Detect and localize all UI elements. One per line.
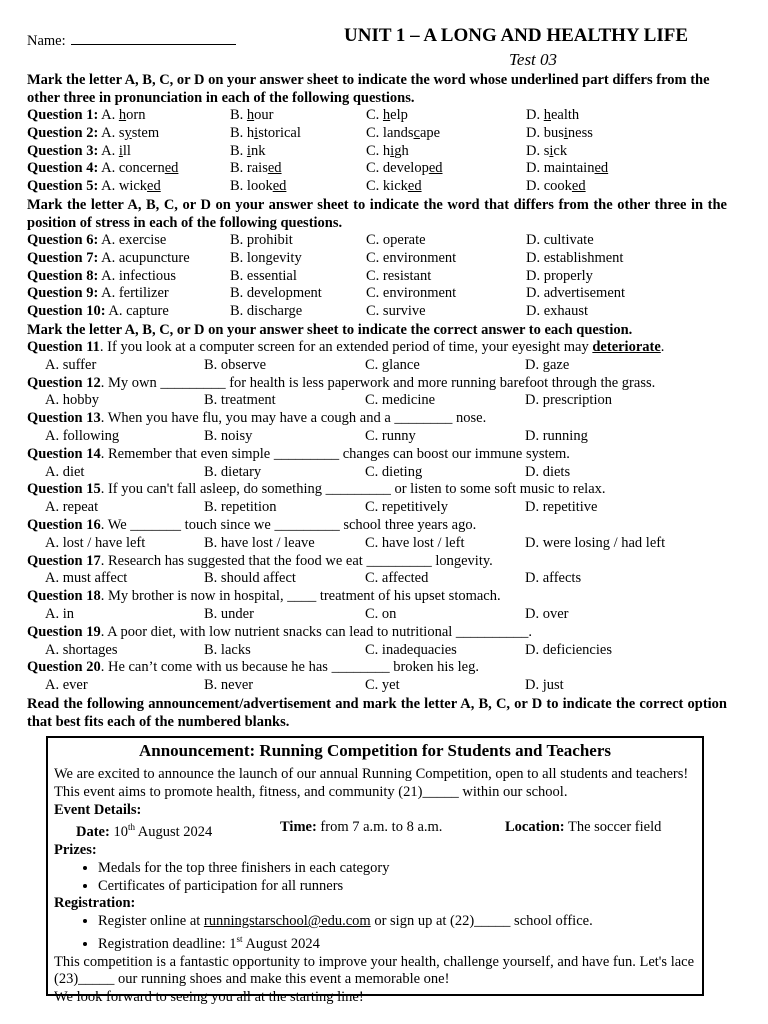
question-stem bbox=[27, 375, 727, 393]
option-c: C. yet bbox=[365, 677, 400, 694]
question-stem bbox=[27, 553, 727, 571]
option-a: A. in bbox=[45, 605, 74, 622]
option-a: A. shortages bbox=[45, 641, 118, 658]
option-b: B. prohibit bbox=[230, 231, 293, 248]
option-text: D. bbox=[526, 107, 544, 123]
option-text: nk bbox=[250, 142, 266, 159]
option-a bbox=[27, 250, 230, 268]
question-row bbox=[27, 178, 727, 196]
answer-options bbox=[27, 606, 727, 624]
option-a bbox=[27, 232, 230, 250]
stress-questions bbox=[27, 232, 727, 321]
question-text: . When you have flu, you may have a cough and a ________ nose. bbox=[100, 410, 487, 427]
option-c bbox=[366, 125, 526, 143]
name-field bbox=[27, 32, 236, 50]
option-a bbox=[27, 178, 230, 196]
option-d bbox=[526, 107, 716, 125]
option-c: C. have lost / left bbox=[365, 534, 465, 551]
underlined-part: i bbox=[246, 142, 251, 159]
underlined-part: i bbox=[254, 124, 259, 141]
option-b: B. development bbox=[230, 285, 322, 302]
option-a: A. ever bbox=[45, 677, 88, 694]
underlined-part: y bbox=[124, 124, 132, 141]
option-c bbox=[366, 178, 526, 196]
option-b: B. noisy bbox=[204, 427, 253, 444]
answer-options bbox=[27, 428, 727, 446]
option-c: C. resistant bbox=[366, 267, 432, 284]
option-a: A. hobby bbox=[45, 392, 99, 409]
question-label: Question 3: bbox=[27, 142, 99, 159]
question-label: Question 13 bbox=[27, 410, 101, 427]
test-content bbox=[27, 71, 727, 731]
option-text: A. acupuncture bbox=[98, 249, 190, 266]
option-text: A. capture bbox=[105, 303, 169, 320]
underlined-part: ed bbox=[147, 178, 161, 195]
announcement-final: We look forward to seeing you all at the starting line! bbox=[54, 989, 364, 1006]
option-d: D. prescription bbox=[525, 392, 612, 409]
option-text: D. s bbox=[526, 142, 550, 159]
question-text: . My own _________ for health is less paperwork and more running barefoot through the grass. bbox=[100, 374, 656, 391]
option-d bbox=[526, 160, 716, 178]
option-d: D. exhaust bbox=[526, 303, 589, 320]
option-d bbox=[526, 143, 716, 161]
underlined-part: i bbox=[390, 142, 395, 159]
option-b: B. discharge bbox=[230, 303, 303, 320]
question-stem bbox=[27, 659, 727, 677]
option-text: D. maintain bbox=[526, 160, 595, 177]
event-details-label: Event Details: bbox=[54, 801, 142, 818]
underlined-part: ed bbox=[594, 160, 609, 177]
option-text: A. infectious bbox=[98, 267, 177, 284]
option-a bbox=[27, 143, 230, 161]
question-row bbox=[27, 125, 727, 143]
question-text: . Remember that even simple _________ changes can boost our immune system. bbox=[100, 445, 570, 462]
question-row bbox=[27, 303, 727, 321]
question-text: . My brother is now in hospital, ____ treatment of his upset stomach. bbox=[100, 588, 501, 605]
option-b: B. longevity bbox=[230, 249, 302, 266]
question-stem bbox=[27, 410, 727, 428]
event-location bbox=[505, 819, 661, 842]
option-text: ape bbox=[419, 124, 441, 141]
option-c: C. runny bbox=[365, 427, 416, 444]
option-text: A. fertilizer bbox=[98, 285, 169, 302]
option-d: D. repetitive bbox=[525, 499, 598, 516]
location-value: The soccer field bbox=[564, 819, 662, 836]
option-a bbox=[27, 107, 230, 125]
location-label: Location: bbox=[505, 819, 565, 836]
option-text: B. rais bbox=[230, 160, 268, 177]
key-word: deteriorate bbox=[592, 338, 661, 355]
question-tail: . bbox=[660, 338, 665, 355]
option-text: storical bbox=[258, 124, 301, 141]
answer-options bbox=[27, 392, 727, 410]
option-a bbox=[27, 125, 230, 143]
option-c: C. dieting bbox=[365, 463, 423, 480]
option-text: our bbox=[254, 107, 274, 123]
option-text: A. concern bbox=[101, 160, 165, 177]
option-text: ll bbox=[122, 142, 131, 159]
option-d: D. advertisement bbox=[526, 285, 626, 302]
question-stem bbox=[27, 446, 727, 464]
announcement-closing: This competition is a fantastic opportunity to improve your health, challenge yourself, and have fun. Let's lace (23)_____ our running shoes and make this event a memorable one! bbox=[54, 953, 695, 988]
option-d bbox=[526, 178, 716, 196]
question-label: Question 6: bbox=[27, 231, 99, 248]
prizes-list bbox=[54, 860, 696, 896]
option-b: B. dietary bbox=[204, 463, 262, 480]
question-label: Question 17 bbox=[27, 552, 101, 569]
option-c: C. repetitively bbox=[365, 499, 448, 516]
option-b: B. never bbox=[204, 677, 254, 694]
underlined-part: i bbox=[563, 124, 568, 141]
option-c: C. environment bbox=[366, 285, 457, 302]
option-b bbox=[230, 160, 366, 178]
option-d: D. gaze bbox=[525, 356, 570, 373]
question-stem bbox=[27, 588, 727, 606]
question-text: . A poor diet, with low nutrient snacks can lead to nutritional __________. bbox=[100, 623, 533, 640]
question-stem bbox=[27, 624, 727, 642]
option-text: C. lands bbox=[366, 124, 414, 141]
answer-options bbox=[27, 499, 727, 517]
option-text: D. cook bbox=[526, 178, 572, 195]
option-a bbox=[27, 285, 230, 303]
option-b bbox=[230, 143, 366, 161]
option-a bbox=[27, 268, 230, 286]
section3-instruction: Mark the letter A, B, C, or D on your answer sheet to indicate the correct answer to each question. bbox=[27, 321, 633, 338]
underlined-part: h bbox=[382, 107, 391, 123]
option-b: B. under bbox=[204, 605, 254, 622]
option-c: C. affected bbox=[365, 570, 429, 587]
question-stem bbox=[27, 339, 727, 357]
question-label: Question 16 bbox=[27, 516, 101, 533]
date-label: Date: bbox=[76, 824, 110, 841]
option-text: C. bbox=[366, 107, 383, 123]
multiple-choice-questions bbox=[27, 339, 727, 695]
underlined-part: ed bbox=[272, 178, 287, 195]
question-label: Question 19 bbox=[27, 623, 101, 640]
question-label: Question 1: bbox=[27, 107, 99, 123]
question-label: Question 9: bbox=[27, 285, 99, 302]
underlined-part: c bbox=[413, 124, 420, 141]
underlined-part: h bbox=[118, 107, 127, 123]
option-c: C. medicine bbox=[365, 392, 436, 409]
announcement-title: Announcement: Running Competition for Students and Teachers bbox=[139, 741, 611, 760]
option-a: A. must affect bbox=[45, 570, 128, 587]
option-text: B. bbox=[230, 107, 247, 123]
registration-deadline bbox=[98, 931, 696, 954]
option-a: A. lost / have left bbox=[45, 534, 146, 551]
option-text: stem bbox=[131, 124, 160, 141]
option-text: orn bbox=[126, 107, 146, 123]
answer-options bbox=[27, 677, 727, 695]
question-label: Question 5: bbox=[27, 178, 99, 195]
option-a: A. following bbox=[45, 427, 120, 444]
date-sup: th bbox=[127, 822, 135, 833]
answer-options bbox=[27, 357, 727, 375]
registration-email-link[interactable]: runningstarschool@edu.com bbox=[203, 913, 371, 930]
question-label: Question 20 bbox=[27, 659, 101, 676]
underlined-part: ed bbox=[164, 160, 179, 177]
option-text: A. wick bbox=[101, 178, 148, 195]
event-details-row bbox=[54, 819, 696, 842]
name-label: Name: bbox=[27, 33, 66, 49]
question-text: . If you look at a computer screen for an extended period of time, your eyesight may bbox=[99, 338, 593, 355]
question-text: . If you can't fall asleep, do something _________ or listen to some soft music to relax. bbox=[100, 481, 606, 498]
section4-instruction: Read the following announcement/advertisement and mark the letter A, B, C, or D to indicate the correct option that best fits each of the numbered blanks. bbox=[27, 695, 727, 730]
option-d: D. affects bbox=[525, 570, 582, 587]
time-label: Time: bbox=[280, 819, 317, 836]
option-text: A. bbox=[101, 142, 119, 159]
option-b: B. repetition bbox=[204, 499, 277, 516]
option-d: D. just bbox=[525, 677, 564, 694]
option-a bbox=[27, 160, 230, 178]
option-text: B. h bbox=[230, 124, 255, 141]
option-text: elp bbox=[390, 107, 408, 123]
option-text: B. bbox=[230, 142, 247, 159]
option-d: D. running bbox=[525, 427, 588, 444]
question-label: Question 7: bbox=[27, 249, 99, 266]
reg-online-text: Register online at bbox=[98, 913, 204, 930]
event-time bbox=[280, 819, 505, 842]
registration-list bbox=[54, 913, 696, 953]
question-text: . Research has suggested that the food we eat _________ longevity. bbox=[100, 552, 493, 569]
option-text: A. bbox=[101, 107, 119, 123]
question-row bbox=[27, 285, 727, 303]
underlined-part: i bbox=[549, 142, 554, 159]
option-b bbox=[230, 178, 366, 196]
answer-options bbox=[27, 570, 727, 588]
question-label: Question 10: bbox=[27, 303, 106, 320]
registration-online bbox=[98, 913, 696, 931]
name-blank-line bbox=[71, 32, 236, 45]
question-text: . He can’t come with us because he has ________ broken his leg. bbox=[100, 659, 479, 676]
option-b: B. treatment bbox=[204, 392, 276, 409]
option-a: A. suffer bbox=[45, 356, 97, 373]
question-label: Question 8: bbox=[27, 267, 99, 284]
deadline-sup: st bbox=[236, 934, 243, 944]
date-rest: August 2024 bbox=[134, 824, 213, 841]
question-label: Question 2: bbox=[27, 124, 99, 141]
option-b: B. have lost / leave bbox=[204, 534, 315, 551]
option-text: B. look bbox=[230, 178, 273, 195]
announcement-intro: We are excited to announce the launch of our annual Running Competition, open to all students and teachers! This event aims to promote health, fitness, and community (21)_____ within our school. bbox=[54, 766, 689, 800]
option-a: A. repeat bbox=[45, 499, 99, 516]
question-label: Question 11 bbox=[27, 338, 100, 355]
question-row bbox=[27, 160, 727, 178]
option-b: B. lacks bbox=[204, 641, 251, 658]
answer-options bbox=[27, 464, 727, 482]
option-b: B. essential bbox=[230, 267, 297, 284]
option-d bbox=[526, 125, 716, 143]
underlined-part: ed bbox=[407, 178, 422, 195]
option-text: A. s bbox=[101, 124, 125, 141]
option-b: B. observe bbox=[204, 356, 267, 373]
answer-options bbox=[27, 535, 727, 553]
option-text: D. bus bbox=[526, 124, 564, 141]
question-row bbox=[27, 250, 727, 268]
option-c: C. operate bbox=[366, 231, 426, 248]
question-label: Question 15 bbox=[27, 481, 101, 498]
question-label: Question 4: bbox=[27, 160, 99, 177]
option-c bbox=[366, 143, 526, 161]
question-stem bbox=[27, 481, 727, 499]
option-a bbox=[27, 303, 230, 321]
question-label: Question 12 bbox=[27, 374, 101, 391]
option-d: D. diets bbox=[525, 463, 571, 480]
deadline-post: August 2024 bbox=[242, 935, 320, 952]
option-b: B. should affect bbox=[204, 570, 296, 587]
date-day: 10 bbox=[113, 824, 128, 841]
announcement-box bbox=[46, 736, 704, 1006]
option-text: C. kick bbox=[366, 178, 408, 195]
event-date bbox=[76, 819, 280, 842]
deadline-text: Registration deadline: 1 bbox=[98, 935, 237, 952]
section2-instruction: Mark the letter A, B, C, or D on your answer sheet to indicate the word that differs from the other three in the position of stress in each of the following questions. bbox=[27, 196, 727, 231]
option-d: D. properly bbox=[526, 267, 593, 284]
option-text: ealth bbox=[550, 107, 580, 123]
option-text: C. develop bbox=[366, 160, 429, 177]
reg-online-post: or sign up at (22)_____ school office. bbox=[370, 913, 593, 930]
question-text: . We _______ touch since we _________ school three years ago. bbox=[100, 516, 477, 533]
underlined-part: h bbox=[246, 107, 255, 123]
underlined-part: ed bbox=[267, 160, 282, 177]
option-a: A. diet bbox=[45, 463, 85, 480]
option-text: gh bbox=[394, 142, 409, 159]
unit-title: UNIT 1 – A LONG AND HEALTHY LIFE bbox=[344, 25, 689, 46]
answer-options bbox=[27, 642, 727, 660]
option-d: D. cultivate bbox=[526, 231, 594, 248]
option-d: D. deficiencies bbox=[525, 641, 612, 658]
option-text: ck bbox=[553, 142, 568, 159]
question-row bbox=[27, 143, 727, 161]
section1-instruction: Mark the letter A, B, C, or D on your answer sheet to indicate the word whose underlined part differs from the other three in pronunciation in each of the following questions. bbox=[27, 72, 710, 106]
question-label: Question 14 bbox=[27, 445, 101, 462]
question-stem bbox=[27, 517, 727, 535]
option-b bbox=[230, 107, 366, 125]
option-text: ness bbox=[567, 124, 593, 141]
underlined-part: h bbox=[543, 107, 551, 123]
option-text: C. h bbox=[366, 142, 391, 159]
prize-item: • Medals for the top three finishers in each category bbox=[98, 860, 696, 878]
option-b bbox=[230, 125, 366, 143]
underlined-part: ed bbox=[428, 160, 443, 177]
underlined-part: ed bbox=[571, 178, 586, 195]
registration-label: Registration: bbox=[54, 895, 136, 912]
option-c: C. glance bbox=[365, 356, 420, 373]
option-d: D. establishment bbox=[526, 249, 624, 266]
prizes-label: Prizes: bbox=[54, 842, 97, 859]
question-row bbox=[27, 268, 727, 286]
option-c: C. survive bbox=[366, 303, 426, 320]
option-c bbox=[366, 107, 526, 125]
underlined-part: i bbox=[118, 142, 123, 159]
option-c bbox=[366, 160, 526, 178]
question-row bbox=[27, 107, 727, 125]
time-value: from 7 a.m. to 8 a.m. bbox=[316, 819, 443, 836]
option-c: C. environment bbox=[366, 249, 457, 266]
pronunciation-questions bbox=[27, 107, 727, 196]
question-label: Question 18 bbox=[27, 588, 101, 605]
option-text: A. exercise bbox=[98, 231, 167, 248]
test-number: Test 03 bbox=[509, 50, 558, 69]
option-d: D. were losing / had left bbox=[525, 534, 666, 551]
prize-item: • Certificates of participation for all runners bbox=[98, 878, 696, 896]
question-row bbox=[27, 232, 727, 250]
option-c: C. inadequacies bbox=[365, 641, 457, 658]
option-d: D. over bbox=[525, 605, 569, 622]
option-c: C. on bbox=[365, 605, 397, 622]
